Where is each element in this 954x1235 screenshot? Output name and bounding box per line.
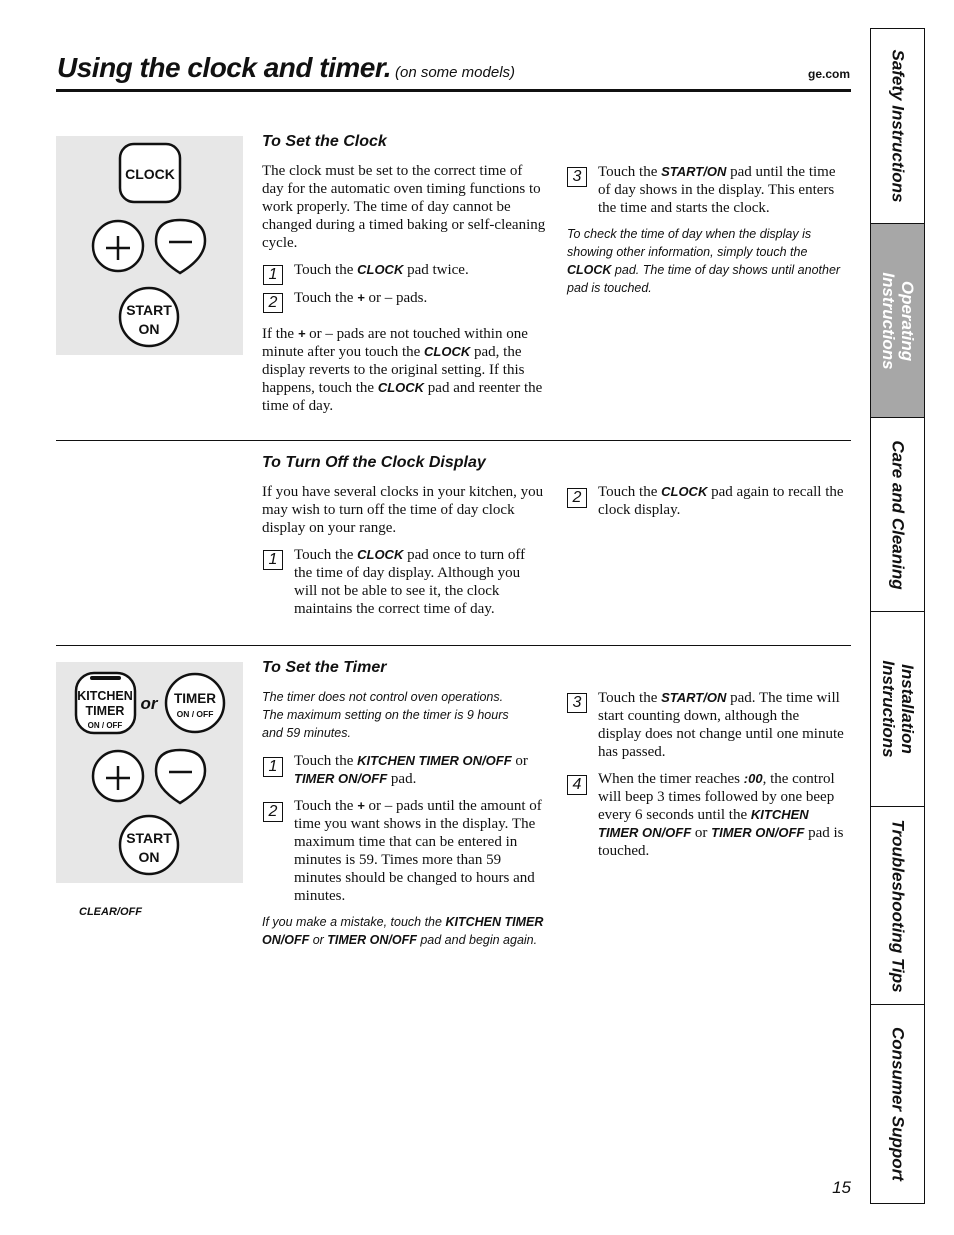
- tab-label-line: Instructions: [878, 660, 898, 758]
- minus-pad-icon: [156, 220, 205, 273]
- tab-care-and-cleaning[interactable]: [871, 418, 924, 612]
- start-pad-label-top: START: [126, 830, 172, 846]
- set-timer-step-2-number: 2: [263, 802, 283, 822]
- step-text: Touch the: [294, 753, 358, 769]
- kitchen-timer-pad-icon: [76, 673, 135, 733]
- clock-controls-panel: [56, 136, 243, 355]
- set-timer-note-1: [262, 688, 522, 742]
- step-text: Touch the: [598, 690, 662, 706]
- step-text: Touch the: [294, 547, 358, 563]
- set-clock-step-3-number: 3: [567, 167, 587, 187]
- title-subtitle: (on some models): [394, 64, 516, 81]
- note-text: If you make a mistake, touch the: [262, 915, 446, 929]
- section-tabs-sidebar: [870, 28, 925, 1204]
- set-timer-step-4-number: 4: [567, 775, 587, 795]
- step-text: pad twice.: [403, 262, 469, 278]
- step-text: Touch the: [598, 484, 662, 500]
- turn-off-step-2: [598, 483, 844, 519]
- step-text: pad again to recall the clock display.: [598, 484, 844, 518]
- title-text: Using the clock and timer.: [57, 52, 391, 83]
- start-pad-label-bottom: ON: [138, 321, 160, 337]
- minus-pad-icon: [156, 750, 205, 803]
- or-label: or: [140, 694, 158, 713]
- set-clock-step-1-number: 1: [263, 265, 283, 285]
- note-line: The timer does not control oven operations.: [262, 690, 504, 704]
- note-bold: CLOCK: [567, 263, 612, 277]
- step-text: pad once to turn off the time of day display. Although you will not be able to see it, the clock maintains the correct time of day.: [294, 547, 526, 617]
- step-text: Touch the: [598, 164, 662, 180]
- timer-controls-illustration: [56, 662, 243, 883]
- header-rule: [56, 89, 851, 92]
- clear-off-label: CLEAR/OFF: [79, 906, 142, 918]
- turn-off-step-1: [294, 546, 546, 618]
- step-text: pad until the time of day shows in the display. This enters the time and starts the clock.: [598, 164, 836, 216]
- set-clock-step-3: [598, 163, 844, 217]
- step-bold: TIMER ON/OFF: [294, 771, 388, 786]
- set-clock-step-2-number: 2: [263, 293, 283, 313]
- set-timer-step-2: [294, 797, 546, 905]
- step-text: pad. The time will start counting down, although the display does not change until one minute has passed.: [598, 690, 844, 760]
- set-timer-note-2: [262, 913, 547, 949]
- set-timer-step-3-number: 3: [567, 693, 587, 713]
- turn-off-step-1-number: 1: [263, 550, 283, 570]
- para-bold: CLOCK: [377, 380, 425, 395]
- tab-installation-instructions[interactable]: [871, 612, 924, 807]
- start-on-pad-icon: [120, 288, 178, 346]
- timer-pad-label-1: TIMER: [174, 691, 216, 706]
- tab-safety-instructions[interactable]: [871, 29, 924, 224]
- start-pad-label-bottom: ON: [138, 849, 160, 865]
- turn-off-step-2-number: 2: [567, 488, 587, 508]
- plus-pad-icon: [93, 221, 143, 271]
- step-text: or – pads.: [364, 290, 428, 306]
- step-bold: START/ON: [661, 164, 727, 179]
- clock-pad-icon: [120, 144, 180, 202]
- page-number: 15: [832, 1178, 851, 1197]
- step-text: pad is touched.: [598, 825, 844, 859]
- set-clock-heading: To Set the Clock: [262, 133, 387, 150]
- para-text: pad and reenter the time of day.: [262, 380, 543, 414]
- step-bold: :00: [743, 771, 763, 786]
- step-bold: CLOCK: [357, 262, 404, 277]
- tab-consumer-support[interactable]: [871, 1005, 924, 1203]
- step-text: Touch the: [294, 798, 358, 814]
- tab-label: Care and Cleaning: [888, 439, 907, 590]
- tab-label-line: Operating: [897, 280, 917, 361]
- tab-label: Troubleshooting Tips: [888, 818, 907, 993]
- step-text: When the timer reaches: [598, 771, 744, 787]
- tab-operating-instructions[interactable]: [871, 224, 924, 418]
- note-line: The maximum setting on the timer is 9 hours and 59 minutes.: [262, 708, 509, 740]
- clock-pad-label: CLOCK: [125, 166, 175, 182]
- clock-controls-illustration: [56, 136, 243, 355]
- step-bold: +: [357, 798, 365, 813]
- set-clock-step-2: [294, 289, 544, 307]
- step-bold: +: [357, 290, 365, 305]
- start-pad-label-top: START: [126, 302, 172, 318]
- kitchen-pad-label-3: ON / OFF: [87, 721, 123, 730]
- kitchen-pad-label-1: KITCHEN: [77, 689, 133, 703]
- step-bold: KITCHEN TIMER ON/OFF: [598, 807, 809, 840]
- step-text: or: [691, 825, 712, 841]
- tab-label: [879, 272, 917, 369]
- timer-pad-icon: [166, 674, 224, 732]
- tab-label-line: Installation: [897, 664, 917, 754]
- timer-controls-panel: [56, 662, 243, 883]
- section-divider: [56, 645, 851, 646]
- para-text: If the: [262, 326, 298, 342]
- page-title: [57, 52, 515, 84]
- set-clock-intro: The clock must be set to the correct time of day for the automatic oven timing functions to work properly. The time of day cannot be changed during a timed baking or self-cleaning cycle.: [262, 163, 546, 251]
- turn-off-intro: If you have several clocks in your kitchen, you may wish to turn off the time of day clock display on your range.: [262, 484, 544, 536]
- step-text: , the control will beep 3 times followed by one beep every 6 seconds until the: [598, 771, 835, 823]
- note-text: To check the time of day when the display is showing other information, simply touch the: [567, 227, 812, 259]
- kitchen-pad-label-2: TIMER: [85, 704, 125, 718]
- note-text: or: [309, 933, 328, 947]
- set-clock-note: [567, 225, 843, 297]
- step-text: or: [511, 753, 528, 769]
- step-bold: START/ON: [661, 690, 727, 705]
- tab-label: Consumer Support: [888, 1027, 907, 1181]
- note-bold: TIMER ON/OFF: [327, 933, 417, 947]
- note-text: pad. The time of day shows until another pad is touched.: [567, 263, 841, 295]
- step-text: pad.: [387, 771, 417, 787]
- set-clock-step-1: [294, 261, 544, 279]
- turn-off-heading: To Turn Off the Clock Display: [262, 454, 486, 471]
- step-bold: CLOCK: [357, 547, 404, 562]
- para-bold: CLOCK: [424, 344, 471, 359]
- timer-pad-label-2: ON / OFF: [176, 709, 214, 719]
- para-text: pad, the display reverts to the original setting. If this happens, touch the: [262, 344, 525, 396]
- step-text: Touch the: [294, 262, 358, 278]
- set-timer-step-1: [294, 752, 546, 788]
- step-bold: CLOCK: [661, 484, 708, 499]
- start-on-pad-icon: [120, 816, 178, 874]
- para-text: or – pads are not touched within one minute after you touch the: [262, 326, 528, 360]
- tab-troubleshooting-tips[interactable]: [871, 807, 924, 1005]
- step-text: or – pads until the amount of time you want shows in the display. The maximum time that can be entered in minutes is 59. Times more than 59 minutes should be changed to hours and minutes.: [294, 798, 542, 904]
- set-clock-paragraph-2: [262, 325, 548, 415]
- site-link[interactable]: ge.com: [807, 67, 850, 81]
- note-text: pad and begin again.: [416, 933, 538, 947]
- tab-label-line: Instructions: [878, 271, 898, 370]
- section-divider: [56, 440, 851, 441]
- set-timer-step-1-number: 1: [263, 757, 283, 777]
- step-text: Touch the: [294, 290, 358, 306]
- tab-label: Safety Instructions: [888, 49, 907, 203]
- step-bold: KITCHEN TIMER ON/OFF: [357, 753, 512, 768]
- note-bold: KITCHEN TIMER ON/OFF: [262, 915, 544, 947]
- set-timer-heading: To Set the Timer: [262, 659, 387, 676]
- set-timer-step-3: [598, 689, 846, 761]
- plus-pad-icon: [93, 751, 143, 801]
- tab-label: [879, 660, 917, 757]
- step-bold: TIMER ON/OFF: [711, 825, 805, 840]
- set-timer-step-4: [598, 770, 846, 860]
- para-bold: +: [297, 326, 306, 341]
